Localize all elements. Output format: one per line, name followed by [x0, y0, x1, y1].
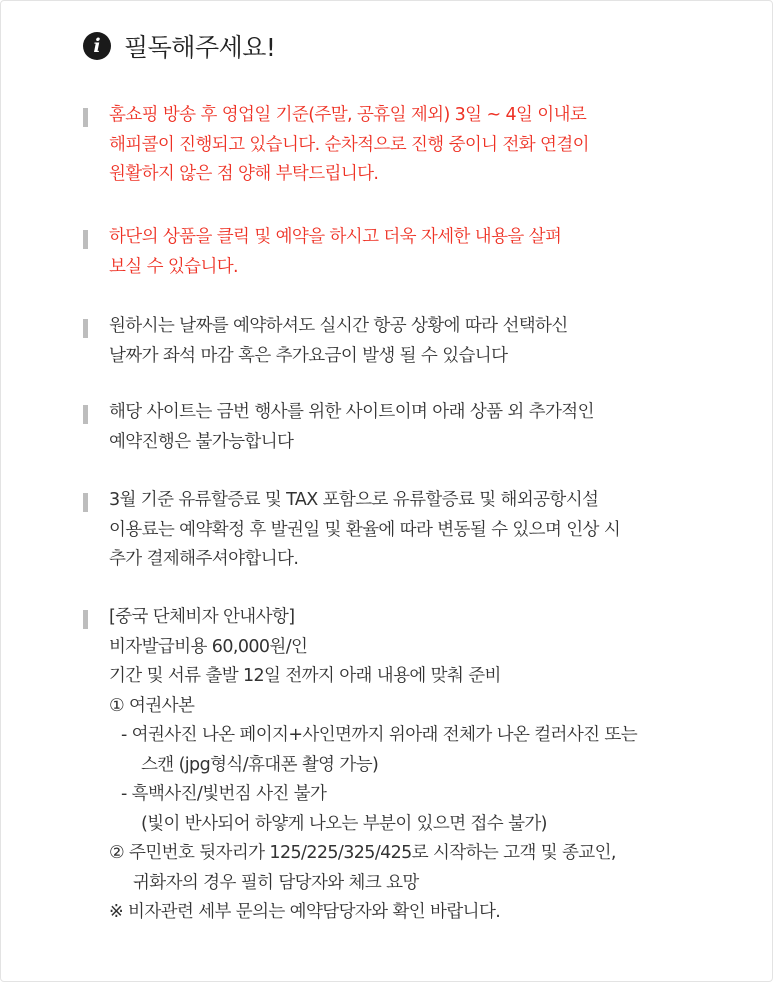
visa-subitem-continued: (빛이 반사되어 하얗게 나오는 부분이 있으면 접수 불가) — [141, 813, 547, 834]
visa-contact-note: ※ 비자관련 세부 문의는 예약담당자와 확인 바랍니다. — [109, 902, 501, 922]
bullet-bar — [83, 493, 88, 512]
notice-line: 하단의 상품을 클릭 및 예약을 하시고 더욱 자세한 내용을 살펴 — [109, 227, 562, 247]
info-icon: i — [83, 32, 111, 60]
visa-subitem: - 여권사진 나온 페이지+사인면까지 위아래 전체가 나온 컬러사진 또는 — [121, 725, 638, 745]
notice-seat-availability — [83, 312, 733, 371]
notice-line: 해당 사이트는 금번 행사를 위한 사이트이며 아래 상품 외 추가적인 — [109, 402, 594, 422]
notice-line: 원활하지 않은 점 양해 부탁드립니다. — [109, 164, 379, 184]
visa-item-id-number: ② 주민번호 뒷자리가 125/225/325/425로 시작하는 고객 및 종교인, — [109, 843, 616, 863]
notice-header — [83, 29, 275, 63]
notice-happycall — [83, 101, 733, 190]
bullet-bar — [83, 610, 88, 629]
notice-line: 원하시는 날짜를 예약하셔도 실시간 항공 상황에 따라 선택하신 — [109, 316, 568, 336]
notice-site-purpose — [83, 398, 733, 457]
notice-line: 해피콜이 진행되고 있습니다. 순차적으로 진행 중이니 전화 연결이 — [109, 134, 589, 155]
notice-line: 날짜가 좌석 마감 혹은 추가요금이 발생 될 수 있습니다 — [109, 345, 508, 366]
notice-line: 추가 결제해주셔야합니다. — [109, 549, 299, 569]
notice-line: 3월 기준 유류할증료 및 TAX 포함으로 유류할증료 및 해외공항시설 — [109, 490, 599, 510]
visa-subitem-continued: 스캔 (jpg형식/휴대폰 촬영 가능) — [141, 754, 379, 775]
visa-heading: [중국 단체비자 안내사항] — [109, 607, 295, 627]
notice-line: 보실 수 있습니다. — [109, 256, 239, 277]
bullet-bar — [83, 108, 88, 127]
notice-line: 예약진행은 불가능합니다 — [109, 431, 294, 452]
visa-item-passport: ① 여권사본 — [109, 695, 195, 716]
bullet-bar — [83, 319, 88, 338]
visa-fee: 비자발급비용 60,000원/인 — [109, 636, 308, 657]
visa-deadline: 기간 및 서류 출발 12일 전까지 아래 내용에 맞춰 준비 — [109, 666, 501, 686]
bullet-bar — [83, 230, 88, 249]
notice-line: 홈쇼핑 방송 후 영업일 기준(주말, 공휴일 제외) 3일 ~ 4일 이내로 — [109, 105, 587, 125]
visa-item-continued: 귀화자의 경우 필히 담당자와 체크 요망 — [133, 872, 419, 893]
notice-line: 이용료는 예약확정 후 발권일 및 환율에 따라 변동될 수 있으며 인상 시 — [109, 519, 621, 540]
notice-fuel-surcharge — [83, 486, 733, 575]
bullet-bar — [83, 405, 88, 424]
notice-click-product — [83, 223, 733, 282]
notice-title: 필독해주세요! — [124, 33, 276, 62]
notice-china-visa — [83, 603, 733, 928]
visa-subitem: - 흑백사진/빛번짐 사진 불가 — [121, 784, 327, 804]
